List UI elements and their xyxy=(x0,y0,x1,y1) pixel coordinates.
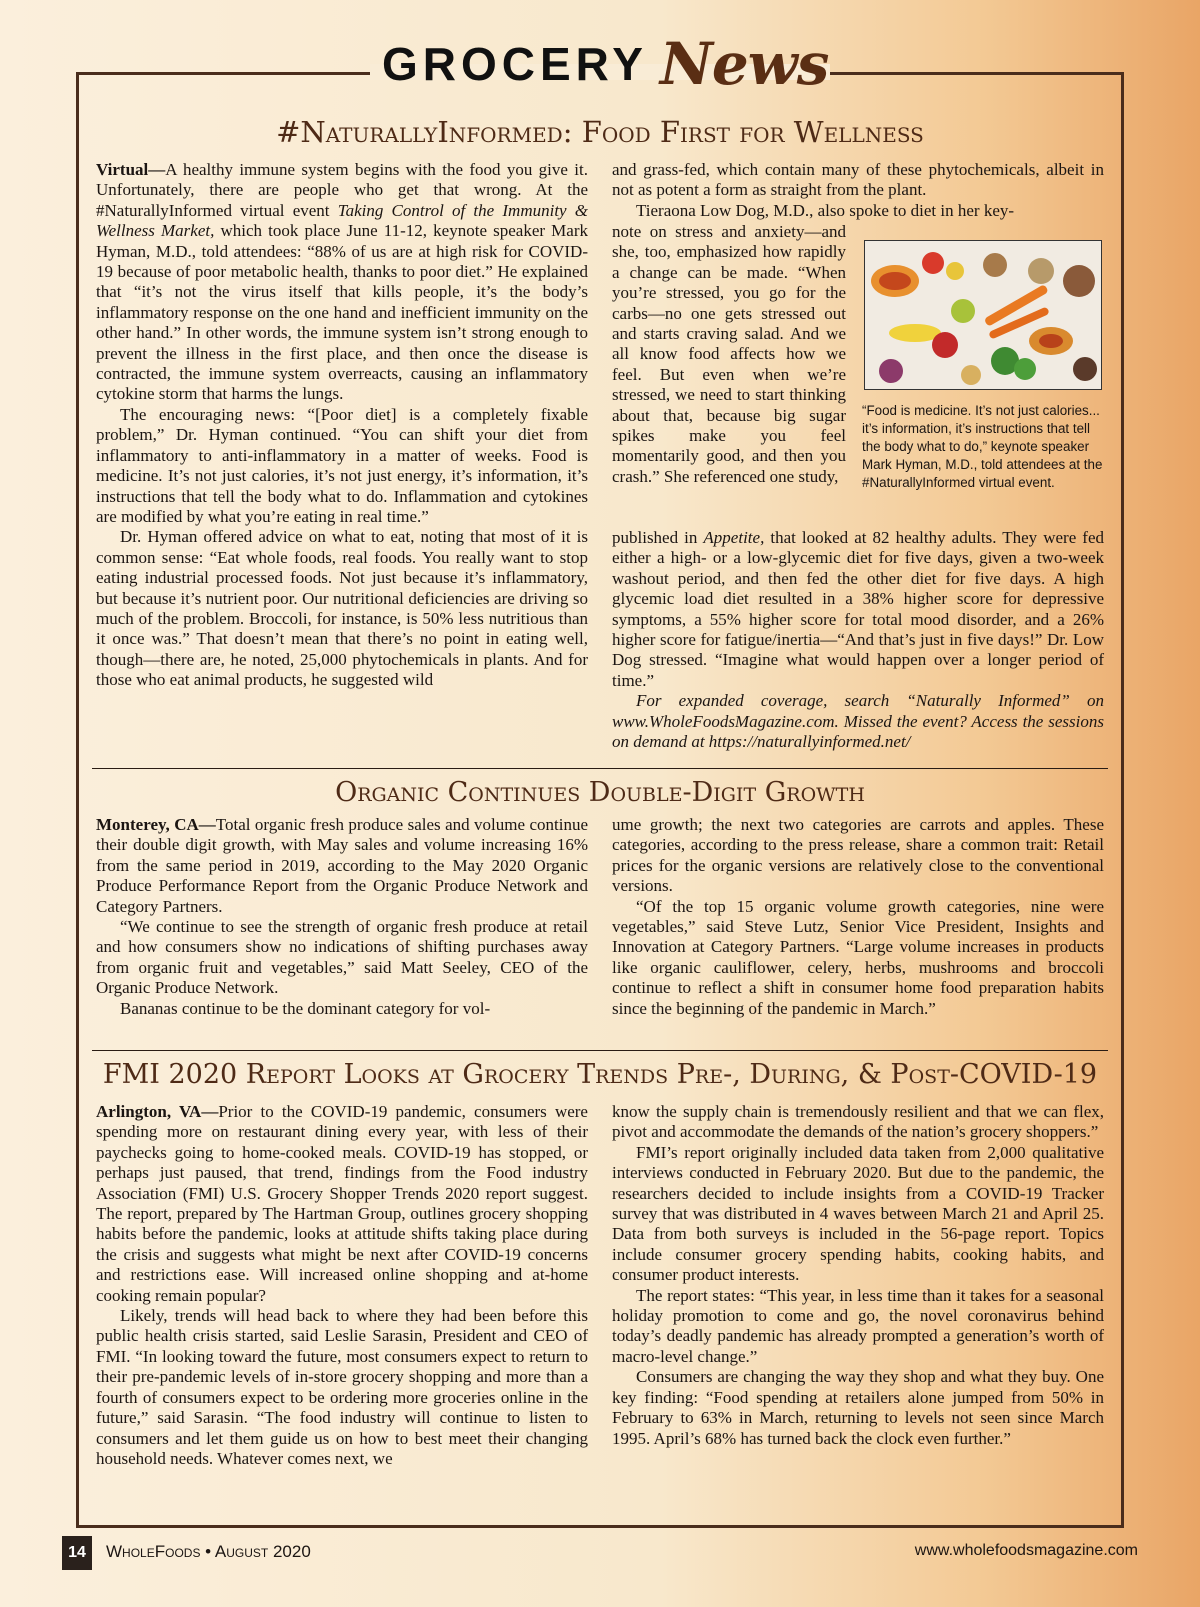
magazine-url[interactable]: www.wholefoodsmagazine.com xyxy=(914,1542,1138,1559)
masthead-news: News xyxy=(659,30,829,98)
article1-right-p2a: Tieraona Low Dog, M.D., also spoke to diet in her key- xyxy=(636,200,1015,220)
article1-title: #NaturallyInformed: Food First for Wellness xyxy=(276,115,924,149)
article2-left-column xyxy=(96,815,588,1019)
journal-name: Appetite, xyxy=(703,528,765,547)
article3-right-column xyxy=(612,1102,1104,1449)
masthead-grocery: GROCERY xyxy=(382,38,648,90)
article2-right-column xyxy=(612,815,1104,1019)
food-illustration xyxy=(865,241,1102,390)
article3-left-p2: Likely, trends will head back to where they had been before this public health crisis started, said Leslie Sarasin, President and CEO of FMI. “In looking toward the future, most consumers expect to return to their pre-pandemic levels of in-store grocery shopping and more than a fourth of consumers expect to be ordering more groceries online in the future,” said Sarasin. “The food industry will continue to listen to consumers and let them guide us on how to best meet their changing household needs. Whatever comes next, we xyxy=(96,1306,588,1468)
article2-right-p2: “Of the top 15 organic volume growth categories, nine were vegetables,” said Steve Lutz, Senior Vice President, Insights and Innovation at Category Partners. “Large volume increases in products like organic cauliflower, celery, herbs, mushrooms and broccoli continue to reflect a shift in consumer home food preparation habits since the beginning of the pandemic in March.” xyxy=(612,896,1104,1018)
article3-left-column xyxy=(96,1102,588,1469)
article1-right-top xyxy=(612,160,1104,221)
article1-left-p1: Virtual—A healthy immune system begins with the food you give it. Unfortunately, there are people who get that wrong. At the #NaturallyInformed virtual event Taking Control of the Immunity & Wellness Market, which took place June 11-12, keynote speaker Mark Hyman, M.D., told attendees: “88% of us are at high risk for COVID-19 because of poor metabolic health, thanks to poor diet.” He explained that “it’s not the virus itself that kills people, it’s the body’s inflammatory response on the one hand and inefficient immunity on the other hand.” In other words, the immune system isn’t strong enough to prevent the illness in the first place, and then once the disease is contracted, the immune system overreacts, causing an inflammatory cytokine storm that harms the lungs. xyxy=(96,160,588,404)
article2-title: Organic Continues Double-Digit Growth xyxy=(335,777,865,808)
article1-left-p3: Dr. Hyman offered advice on what to eat, noting that most of it is common sense: “Eat whole foods, real foods. You really want to stop eating industrial processed foods. Not just because it’s inflammatory, but because it’s nutrient poor. Our nutritional deficiencies are driving so much of the problem. Broccoli, for instance, is 50% less nutritious than it once was.” That doesn’t mean that there’s no point in eating well, though—there are, he noted, 25,000 phytochemicals in plants. And for those who eat animal products, he suggested wild xyxy=(96,527,588,690)
article3-right-p4: Consumers are changing the way they shop and what they buy. One key finding: “Food spending at retailers alone jumped from 50% in February to 63% in March, returning to levels not seen since March 1995. April’s 68% has turned back the clock even further.” xyxy=(612,1367,1104,1448)
article3-right-p2: FMI’s report originally included data taken from 2,000 qualitative interviews conducted in February 2020. But due to the pandemic, the researchers decided to include insights from a COVID-19 Tracker survey that was distributed in 4 waves between March 21 and April 25. Data from both surveys is included in the 56-page report. Topics include consumer grocery spending habits, cooking habits, and consumer product interests. xyxy=(612,1142,1104,1285)
article1-right-p3: For expanded coverage, search “Naturally Informed” on www.WholeFoodsMagazine.com. Missed the event? Access the sessions on demand at https://naturallyinformed.net/ xyxy=(612,691,1104,752)
article3-title: FMI 2020 Report Looks at Grocery Trends Pre-, During, & Post-COVID-19 xyxy=(102,1059,1098,1090)
article2-dateline: Monterey, CA— xyxy=(96,815,216,834)
article3-right-p3: The report states: “This year, in less time than it takes for a seasonal holiday promotion to come and go, the novel coronavirus behind today’s deadly pandemic has already prompted a generation’s worth of macro-level change.” xyxy=(612,1285,1104,1366)
photo-caption: “Food is medicine. It’s not just calories... it’s information, it’s instructions that tell the body what to do,” keynote speaker Mark Hyman, M.D., told attendees at the #NaturallyInformed virtual event. xyxy=(862,403,1103,490)
event-title: Taking Control of the Immunity & Wellness Market, xyxy=(96,200,588,241)
article2-right-p1: ume growth; the next two categories are carrots and apples. These categories, according to the press release, share a common trait: Retail prices for the organic versions are relatively close to the conventional versions. xyxy=(612,815,1104,896)
article3-dateline: Arlington, VA— xyxy=(96,1102,219,1121)
article3-right-p1: know the supply chain is tremendously resilient and that we can flex, pivot and accommodate the demands of the nation’s grocery shoppers.” xyxy=(612,1102,1104,1142)
article1-left-column xyxy=(96,160,588,691)
article1-right-p2c: published in Appetite, that looked at 82 healthy adults. They were fed either a high- or a low-glycemic diet for five days, given a two-week washout period, and then fed the other diet for five days. A high glycemic load diet resulted in a 38% higher score for depressive symptoms, a 55% higher score for total mood disorder, and a 26% higher score for fatigue/inertia—“And that’s just in five days!” Dr. Low Dog stressed. “Imagine what would happen over a longer period of time.” xyxy=(612,528,1104,690)
article1-right-bottom xyxy=(612,528,1104,752)
article1-right-p1: and grass-fed, which contain many of these phytochemicals, albeit in not as potent a form as straight from the plant. xyxy=(612,160,1104,200)
article1-left-p2: The encouraging news: “[Poor diet] is a completely fixable problem,” Dr. Hyman continued. “You can shift your diet from inflammatory to anti-inflammatory in a matter of weeks. Food is medicine. It’s not just calories, it’s not just energy, it’s information, it’s instructions that tell the body what to do. Inflammation and cytokines are modified by what you’re eating in real time.” xyxy=(96,404,588,526)
divider-1 xyxy=(92,768,1108,769)
article2-left-p1: Monterey, CA—Total organic fresh produce sales and volume continue their double digit growth, with May sales and volume increasing 16% from the same period in 2019, according to the May 2020 Organic Produce Performance Report from the Organic Produce Network and Category Partners. xyxy=(96,815,589,916)
food-photo xyxy=(864,240,1102,390)
page-footer xyxy=(62,1536,1138,1570)
article1-right-wrap xyxy=(612,222,846,487)
page-number: 14 xyxy=(62,1536,92,1570)
divider-2 xyxy=(92,1050,1108,1051)
masthead xyxy=(382,30,829,102)
article1-right-p2b: note on stress and anxiety—and she, too, emphasized how rapidly a change can be made. “When you’re stressed, you go for the carbs—no one gets stressed out and starts craving salad. And we all know food affects how we feel. But even when we’re stressed, we need to start thinking about that, because big sugar spikes make you feel momentarily good, and then you crash.” She referenced one study, xyxy=(612,222,846,486)
article2-left-p3: Bananas continue to be the dominant category for vol- xyxy=(120,998,491,1018)
magazine-issue: WholeFoods • August 2020 xyxy=(106,1542,311,1561)
article3-left-p1: Arlington, VA—Prior to the COVID-19 pandemic, consumers were spending more on restaurant dining every year, with less of their paychecks going to home-cooked meals. COVID-19 has stopped, or perhaps just paused, that trend, findings from the Food industry Association (FMI) U.S. Grocery Shopper Trends 2020 report suggest. The report, prepared by The Hartman Group, outlines grocery shopping habits before the pandemic, looks at attitude shifts taking place during the crisis and suggests what might be next after COVID-19 concerns and restrictions ease. Will increased online shopping and at-home cooking remain popular? xyxy=(96,1102,588,1305)
article1-dateline: Virtual— xyxy=(96,160,166,179)
article2-left-p2: “We continue to see the strength of organic fresh produce at retail and how consumers show no indications of shifting purchases away from organic fruit and vegetables,” said Matt Seeley, CEO of the Organic Produce Network. xyxy=(96,917,588,998)
